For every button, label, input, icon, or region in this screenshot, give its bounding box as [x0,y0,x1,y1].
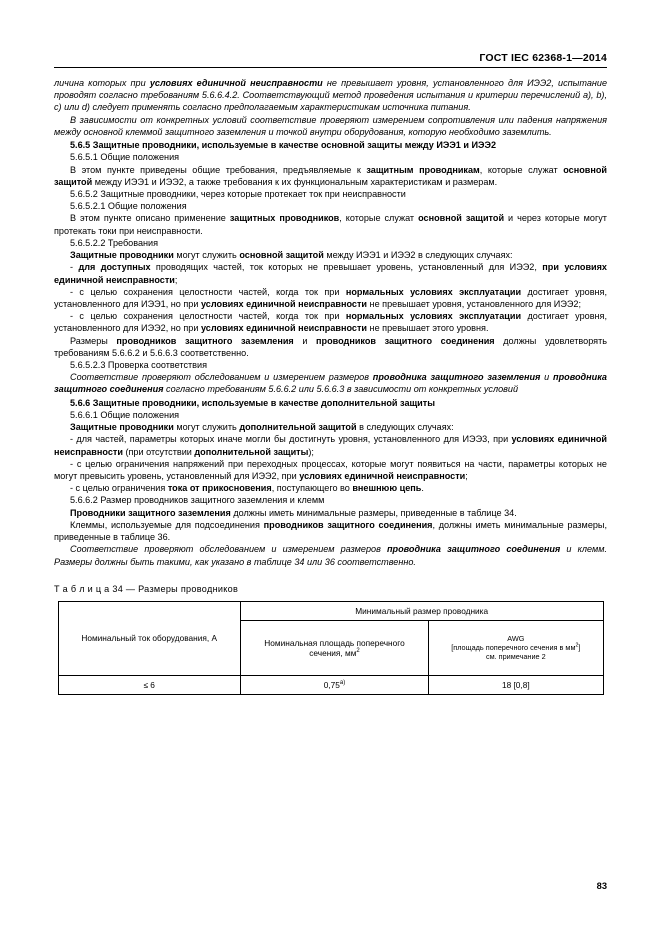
paragraph-p14 [54,482,607,494]
text-run: ; [174,274,178,285]
header-awg-line1: AWG [507,634,525,644]
text-run: - с целью ограничения напряжений при переходных процессах, которые могут появиться на части, параметры которых не могут превысить уровень, установленный для ИЭЭ2, при [54,458,607,481]
paragraph-h565 [54,139,607,151]
text-run: - для частей, параметры которых иначе могли бы достигнуть уровня, установленного для ИЭЭ3, при [70,434,512,445]
text-run: нормальных условиях эксплуатации [345,286,522,297]
text-run: защитным проводникам [366,164,480,175]
header-area-line2: сечения, мм [309,647,357,658]
paragraph-p3 [54,164,607,188]
text-run: согласно требованиям 5.6.6.2 или 5.6.6.3 в зависимости от конкретных условий [163,384,519,395]
text-run: проводника защитного соединения [54,372,607,395]
paragraph-h5661 [54,409,607,421]
text-run: при условиях единичной неисправности [54,262,607,285]
text-run: условиях единичной неисправности [299,471,466,481]
paragraph-p11 [54,421,607,433]
text-run: , должны иметь минимальные размеры, приведенные в таблице 36. [54,519,607,543]
text-run: проводников защитного заземления [116,335,294,346]
text-run: условиях единичной неисправности [200,298,368,309]
text-run: достигает уровня, установленного для ИЭЭ2, но при [54,311,607,334]
text-run: В зависимости от конкретных условий соответствие проверяют измерением сопротивления или падения напряжения между основной клеммой защитного заземления и точкой внутри оборудования, которую необходимо заземлить. [54,114,607,137]
paragraph-p9 [54,335,607,359]
text-run: 5.6.5.2.1 Общие положения [70,201,187,212]
paragraph-p7 [54,286,607,310]
text-run: между ИЭЭ1 и ИЭЭ2 в следующих случаях: [323,250,513,261]
text-run: не превышает этого уровня. [367,323,489,334]
text-run: и через которые могут протекать токи при неисправности. [54,213,607,236]
paragraph-p6 [54,261,607,285]
text-run: Размеры [70,335,117,346]
text-run: и клемм. Размеры должны быть такими, как указано в таблице 34 или 36 соответственно. [54,544,607,567]
paragraph-h56523 [54,359,607,371]
cell-area [240,675,428,694]
conductors-table [58,601,604,695]
text-run: проводников защитного соединения [316,335,495,346]
paragraph-p12 [54,433,607,457]
text-run: и [293,335,317,346]
text-run: основной защитой [418,213,505,224]
cell-current: ≤ 6 [58,675,240,694]
header-cell-area [240,620,428,675]
paragraph-h5662 [54,494,607,506]
header-awg-line2: [площадь поперечного сечения в мм [451,643,576,653]
paragraph-p17 [54,543,607,567]
text-run: 5.6.6.1 Общие положения [70,409,180,420]
page-header: ГОСТ IEC 62368-1—2014 [54,52,607,68]
text-run: ); [308,446,314,457]
text-run: 5.6.5.2 Защитные проводники, через которые протекает ток при неисправности [70,188,406,199]
text-run: , которые служат [479,164,564,175]
document-body [54,77,607,568]
text-run: - с целью сохранения целостности частей, когда ток при [70,311,346,322]
paragraph-h56522 [54,237,607,249]
text-run: условиях единичной неисправности [54,434,608,457]
text-run: 5.6.6 Защитные проводники, используемые в качестве дополнительной защиты [70,397,435,408]
text-run: должны удовлетворять требованиям 5.6.6.2 и 5.6.6.3 соответственно. [54,335,607,358]
paragraph-h56521 [54,200,607,212]
table-caption: Т а б л и ц а 34 — Размеры проводников [54,583,239,594]
paragraph-p2 [54,114,607,138]
paragraph-p16 [54,519,607,543]
text-run: внешнюю цепь [352,483,422,494]
text-run: - с целью сохранения целостности частей, когда ток при [70,286,346,297]
text-run: проводящих частей, ток которых не превышает уровень, установленный для ИЭЭ2, [150,262,543,273]
text-run: могут служить [173,422,240,433]
text-run: дополнительной защиты [194,446,309,457]
text-run: 5.6.5 Защитные проводники, используемые в качестве основной защиты между ИЭЭ1 и ИЭЭ2 [70,140,497,151]
text-run: Клеммы, используемые для подсоединения [70,519,264,530]
text-run: 5.6.5.1 Общие положения [70,152,180,163]
text-run: и [540,372,554,383]
header-cell-current: Номинальный ток оборудования, А [58,601,240,675]
text-run: могут служить [173,250,240,261]
text-run: условиях единичной неисправности [149,78,323,88]
text-run: личина которых при [54,78,150,88]
header-awg-line3: ] [578,643,581,653]
paragraph-p1 [54,77,607,114]
text-run: 5.6.5.2.2 Требования [70,237,159,248]
table-row [58,675,603,694]
header-area-line1: Номинальная площадь поперечного [264,637,405,648]
text-run: Защитные проводники [70,250,174,261]
paragraph-h5652 [54,188,607,200]
text-run: В этом пункте приведены общие требования, предъявляемые к [70,164,367,175]
paragraph-p10 [54,371,607,395]
cell-awg: 18 [0,8] [429,675,603,694]
text-run: в следующих случаях: [356,422,454,433]
text-run: 5.6.5.2.3 Проверка соответствия [70,360,208,371]
header-awg-line4: см. примечание 2 [485,652,546,662]
paragraph-h566 [54,397,607,409]
header-cell-span: Минимальный размер проводника [240,601,603,620]
text-run: , которые служат [339,213,419,224]
paragraph-h5651 [54,151,607,163]
text-run: Проводники защитного заземления [70,507,231,518]
text-run: Защитные проводники [70,422,174,433]
header-cell-awg [429,620,603,675]
paragraph-p5 [54,249,607,261]
header-awg-sup: 2 [575,642,579,649]
paragraph-p13 [54,458,607,482]
text-run: должны иметь минимальные размеры, приведенные в таблице 34. [230,507,517,518]
text-run: основной защитой [54,164,608,187]
text-run: проводников защитного соединения [263,519,433,530]
text-run: 5.6.6.2 Размер проводников защитного заземления и клемм [70,495,325,506]
text-run: проводника защитного соединения [386,544,561,555]
text-run: . [421,483,424,494]
text-run: для доступных [78,262,151,273]
table-header-row-1 [58,601,603,620]
paragraph-p8 [54,310,607,334]
cell-area-footnote: а) [339,679,346,686]
text-run: тока от прикосновения [167,483,272,494]
text-run: основной защитой [239,250,324,261]
text-run: , поступающего во [271,483,353,494]
text-run: не превышает уровня, установленного для ИЭЭ2; [367,298,581,309]
cell-area-value: 0,75 [323,679,340,690]
text-run: Соответствие проверяют обследованием и измерением размеров [70,544,387,555]
text-run: проводника защитного заземления [372,372,541,383]
text-run: нормальных условиях эксплуатации [345,311,522,322]
text-run: защитных проводников [229,213,340,224]
text-run: (при отсутствии [122,446,195,457]
text-run: Соответствие проверяют обследованием и измерением размеров [70,372,373,383]
text-run: не превышает уровня, установленного для ИЭЭ2, испытание проводят согласно требованиям 5.6.6.4.2. Соответствующий метод проведения испытания и критерии перечислений a), b), c) или d) следует применять согласно предполагаемым характеристикам источника питания. [54,78,608,113]
text-run: - с целью ограничения [70,483,168,494]
text-run: В этом пункте описано применение [70,213,230,224]
text-run: достигает уровня, установленного для ИЭЭ1, но при [54,286,607,309]
page-number: 83 [596,881,607,891]
header-area-sup: 2 [356,647,360,654]
text-run: ; [465,471,468,481]
paragraph-p4 [54,212,607,236]
text-run: условиях единичной неисправности [200,323,368,334]
text-run: дополнительной защитой [239,422,357,433]
text-run: между ИЭЭ1 и ИЭЭ2, а также требования к их функциональным характеристикам и размерам. [92,176,498,187]
text-run: - [70,262,79,273]
paragraph-p15 [54,507,607,519]
